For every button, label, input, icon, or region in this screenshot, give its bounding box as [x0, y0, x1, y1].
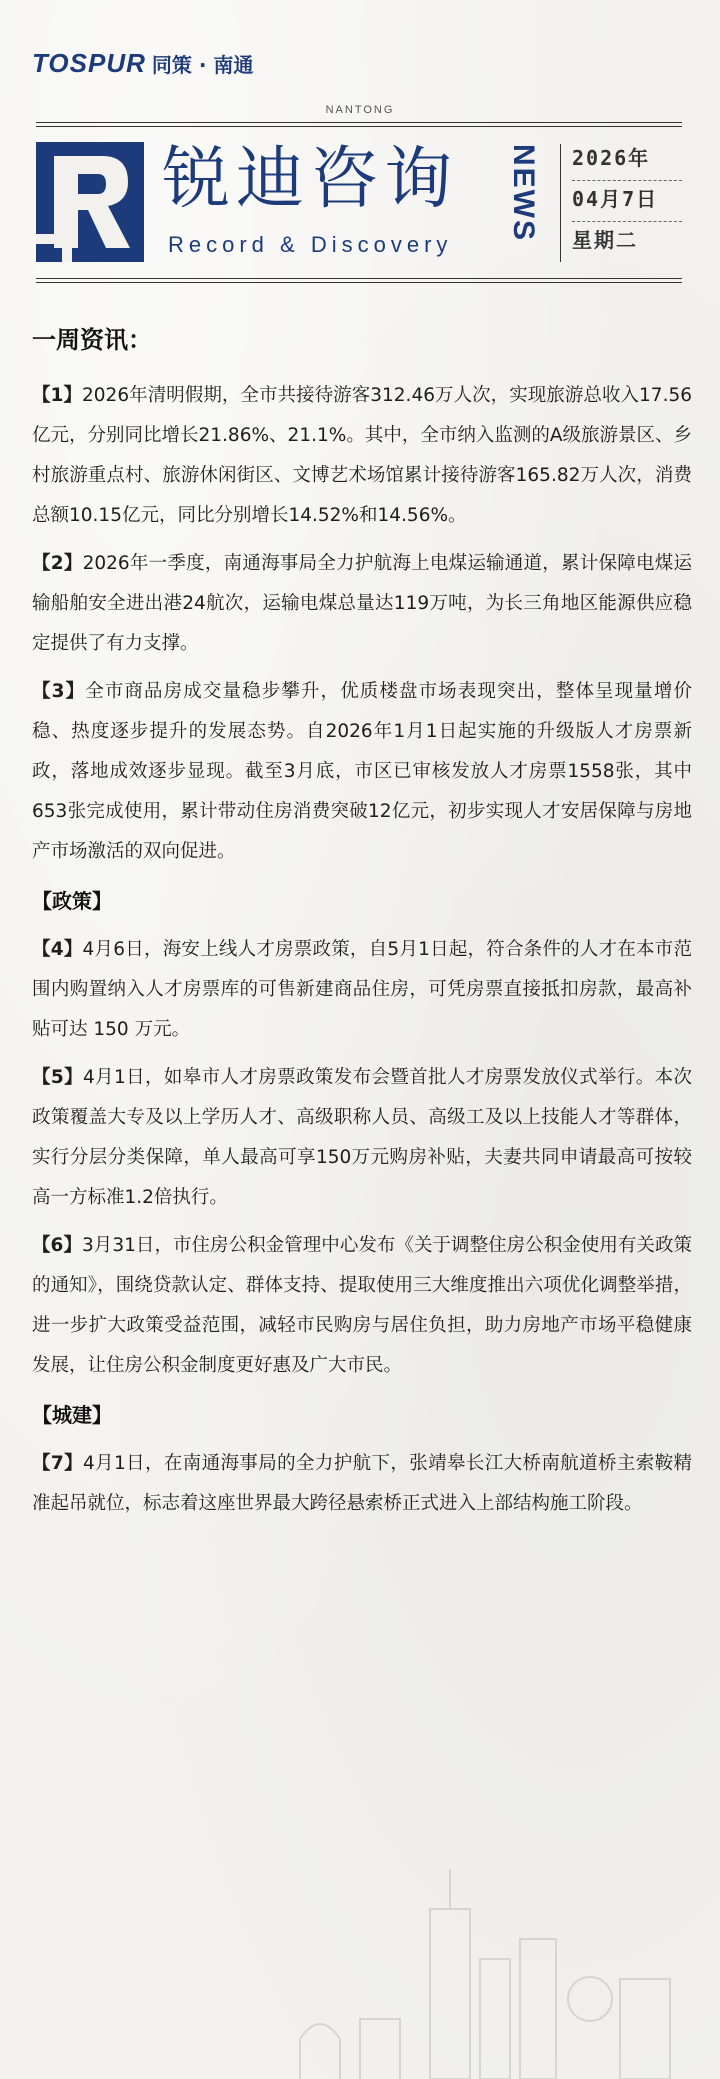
item-text: 4月1日，在南通海事局的全力护航下，张靖皋长江大桥南航道桥主索鞍精准起吊就位，标志着这座世界最大跨径悬索桥正式进入上部结构施工阶段。	[32, 1453, 693, 1514]
brand-title: 锐迪咨询	[162, 140, 459, 219]
weekly-news-title: 一周资讯：	[32, 326, 152, 354]
news-item	[32, 1444, 692, 1524]
item-index: 【5】	[32, 1067, 83, 1088]
news-text: NEWS	[507, 144, 540, 242]
brand-english: Record & Discovery	[168, 232, 453, 257]
divider	[36, 126, 682, 127]
item-text: 全市商品房成交量稳步攀升，优质楼盘市场表现突出，整体呈现量增价稳、热度逐步提升的发展态势。自2026年1月1日起实施的升级版人才房票新政，落地成效逐步显现。截至3月底，市区已审核发放人才房票1558张，其中653张完成使用，累计带动住房消费突破12亿元，初步实现人才安居保障与房地产市场激活的双向促进。	[32, 681, 692, 862]
city-caption: NANTONG	[325, 104, 395, 116]
news-item	[32, 1226, 692, 1386]
item-index: 【2】	[32, 553, 83, 574]
item-text: 4月1日，如皋市人才房票政策发布会暨首批人才房票发放仪式举行。本次政策覆盖大专及以上学历人才、高级职称人员、高级工及以上技能人才等群体，实行分层分类保障，单人最高可享150万元购房补贴，夫妻共同申请最高可按较高一方标准1.2倍执行。	[32, 1067, 693, 1208]
news-item	[32, 1058, 692, 1218]
news-item	[32, 672, 692, 872]
item-text: 4月6日，海安上线人才房票政策，自5月1日起，符合条件的人才在本市范围内购置纳入人才房票库的可售新建商品住房，可凭房票直接抵扣房款，最高补贴可达 150 万元。	[32, 939, 692, 1040]
item-text: 2026年一季度，南通海事局全力护航海上电煤运输通道，累计保障电煤运输船舶安全进出港24航次，运输电煤总量达119万吨，为长三角地区能源供应稳定提供了有力支撑。	[32, 553, 692, 654]
news-item	[32, 376, 692, 536]
urban-section-tag: 【城建】	[32, 1403, 112, 1427]
item-index: 【6】	[32, 1235, 82, 1256]
policy-section-tag: 【政策】	[32, 889, 112, 913]
divider	[36, 122, 682, 123]
news-item	[32, 544, 692, 664]
article-body	[32, 318, 692, 1532]
issue-date	[572, 140, 682, 262]
item-index: 【7】	[32, 1453, 83, 1474]
item-index: 【3】	[32, 681, 86, 702]
logo-subtitle: 同策 · 南通	[151, 53, 254, 77]
r-emblem-icon	[36, 142, 144, 262]
news-label	[506, 144, 546, 262]
date-monthday: 04月7日	[572, 181, 682, 222]
news-item	[32, 930, 692, 1050]
city-skyline-watermark	[0, 1849, 720, 2079]
divider	[36, 278, 682, 279]
divider	[36, 282, 682, 283]
item-text: 2026年清明假期，全市共接待游客312.46万人次，实现旅游总收入17.56亿元，分别同比增长21.86%、21.1%。其中，全市纳入监测的A级旅游景区、乡村旅游重点村、旅游休闲街区、文博艺术场馆累计接待游客165.82万人次，消费总额10.15亿元，同比分别增长14.52%和14.56%。	[32, 385, 692, 526]
item-index: 【1】	[32, 385, 83, 406]
logo-wordmark: TOSPUR	[32, 48, 146, 78]
tospur-logo	[32, 48, 253, 79]
divider	[560, 144, 561, 262]
item-text: 3月31日，市住房公积金管理中心发布《关于调整住房公积金使用有关政策的通知》，围绕贷款认定、群体支持、提取使用三大维度推出六项优化调整举措，进一步扩大政策受益范围，减轻市民购房与居住负担，助力房地产市场平稳健康发展，让住房公积金制度更好惠及广大市民。	[32, 1235, 692, 1376]
date-year: 2026年	[572, 140, 682, 181]
date-weekday: 星期二	[572, 228, 638, 252]
item-index: 【4】	[32, 939, 83, 960]
